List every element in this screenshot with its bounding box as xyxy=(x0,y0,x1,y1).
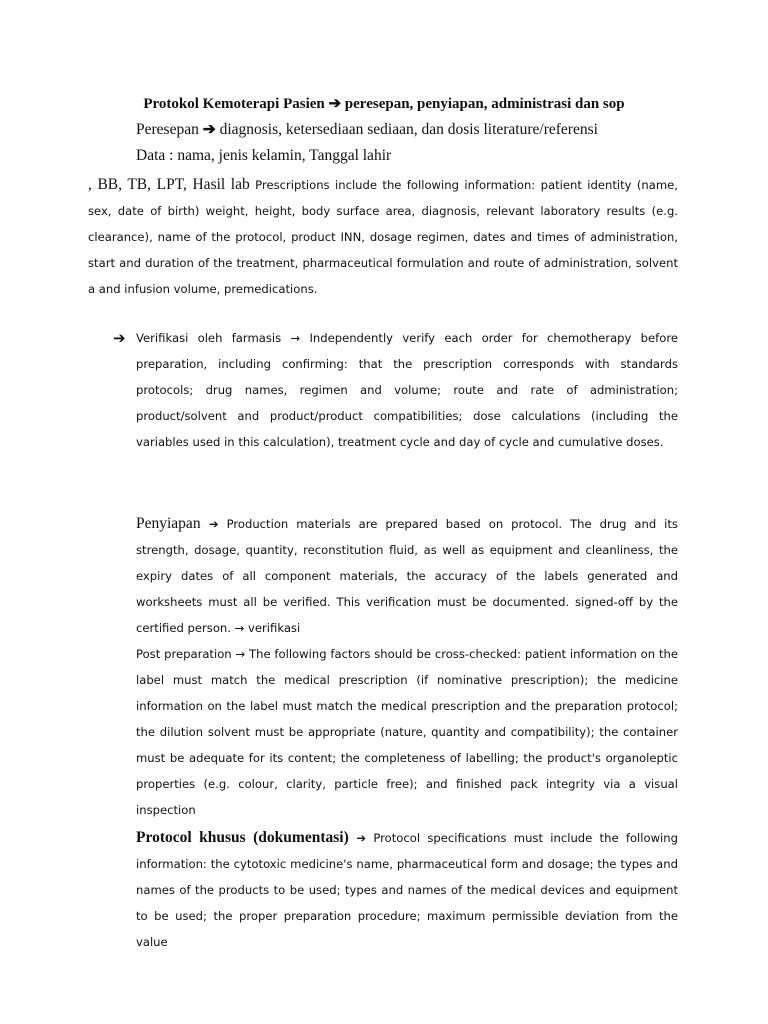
penyiapan-text: Production materials are prepared based on protocol. The drug and its strength, dosage, quantity, reconstitution fluid, as well as equipment and cleanliness, the expiry dates of all component materials, the accuracy of the labels generated and worksheets must all be verified. This verification must be documented. signed-off by the certified person. → verifikasi xyxy=(136,517,678,635)
prescription-lead: , BB, TB, LPT, Hasil lab xyxy=(88,176,250,193)
right-arrow-icon: ➔ xyxy=(348,831,367,845)
data-line: Data : nama, jenis kelamin, Tanggal lahir xyxy=(136,147,392,164)
bullet-arrow-icon: ➔ xyxy=(113,329,126,347)
verifikasi-paragraph: Verifikasi oleh farmasis → Independently verify each order for chemotherapy before preparation, including confirming: that the prescription corresponds with standards protocols; drug names, regimen and volume; route and rate of administration; product/solvent and product/product compatibilities; dose calculations (including the variables used in this calculation), treatment cycle and day of cycle and cumulative doses. xyxy=(136,331,678,449)
right-arrow-icon: ➔ xyxy=(200,517,219,531)
post-preparation-paragraph: Post preparation → The following factors should be cross-checked: patient information on the label must match the medical prescription (if nominative prescription); the medicine information on the label must match the medical prescription and the preparation protocol; the dilution solvent must be appropriate (nature, quantity and compatibility); the container must be adequate for its content; the completeness of labelling; the product's organoleptic properties (e.g. colour, clarity, particle free); and finished pack integrity via a visual inspection xyxy=(136,647,678,817)
peresepan-text: diagnosis, ketersediaan sediaan, dan dosis literature/referensi xyxy=(215,121,598,138)
prescription-paragraph xyxy=(88,172,678,302)
penyiapan-paragraph xyxy=(136,511,678,641)
right-arrow-icon: ➔ xyxy=(202,121,216,138)
peresepan-line xyxy=(136,120,598,139)
penyiapan-lead: Penyiapan xyxy=(136,515,201,532)
protocol-khusus-text: Protocol specifications must include the following information: the cytotoxic medicine's name, pharmaceutical form and dosage; the types and names of the products to be used; types and names of the medical devices and equipment to be used; the proper preparation procedure; maximum permissible deviation from the value xyxy=(136,831,678,949)
prescription-text: Prescriptions include the following information: patient identity (name, sex, date of birth) weight, height, body surface area, diagnosis, relevant laboratory results (e.g. clearance), name of the protocol, product INN, dosage regimen, dates and times of administration, start and duration of the treatment, pharmaceutical formulation and route of administration, solvent a and infusion volume, premedications. xyxy=(88,178,678,296)
peresepan-label: Peresepan xyxy=(136,121,199,138)
page-title: Protokol Kemoterapi Pasien ➔ peresepan, penyiapan, administrasi dan sop xyxy=(143,96,625,112)
protocol-khusus-lead: Protocol khusus (dokumentasi) xyxy=(136,829,349,846)
protocol-khusus-paragraph xyxy=(136,825,678,955)
